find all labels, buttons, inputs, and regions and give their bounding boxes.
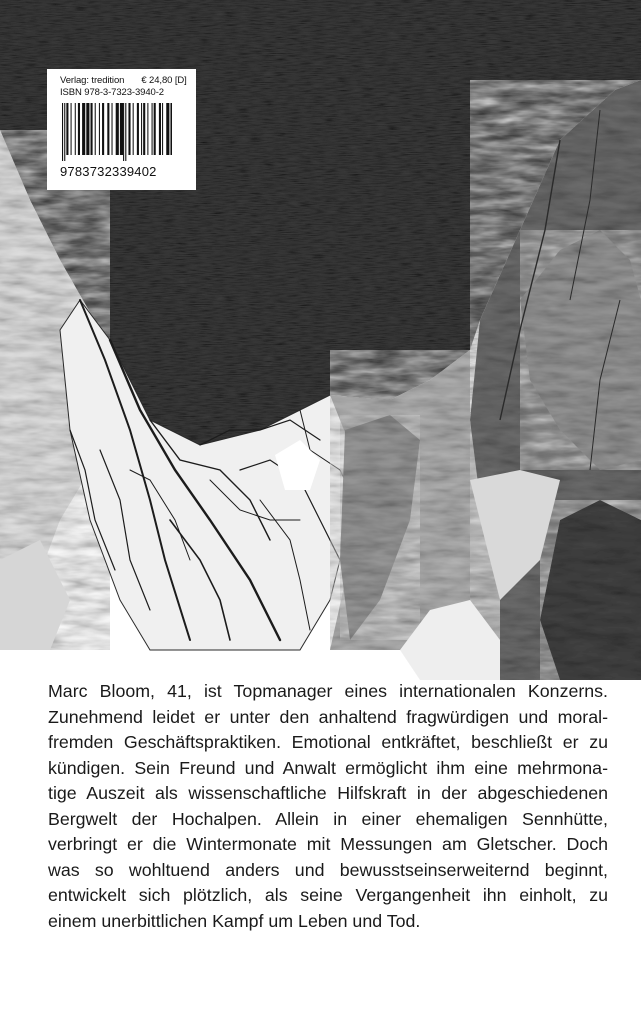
ean-number: 9783732339402 (60, 164, 157, 179)
blurb-line: einem unerbittlichen Kampf um Leben und Tod. (48, 910, 421, 931)
barcode-label (47, 69, 196, 190)
publisher-text: Verlag: tredition (60, 75, 125, 86)
blurb-line: Bergwelt der Hochalpen. Allein in einer ehemaligen Sennhütte, (48, 808, 608, 829)
price-text: € 24,80 [D] (141, 75, 187, 86)
blurb-line: was so wohltuend anders und bewusstseinserweiternd beginnt, (48, 859, 608, 880)
blurb-line: Marc Bloom, 41, ist Topmanager eines internationalen Konzerns. (48, 681, 608, 701)
blurb-line: Zunehmend leidet er unter den anhaltend fragwürdigen und moral- (48, 706, 608, 727)
blurb-text (48, 679, 608, 934)
isbn-text: ISBN 978-3-7323-3940-2 (60, 87, 164, 98)
blurb-line: fremden Geschäftspraktiken. Emotional entkräftet, beschließt er zu (48, 732, 608, 752)
blurb-line: tige Auszeit als wissenschaftliche Hilfskraft in der abgeschiedenen (48, 783, 608, 803)
barcode-icon (60, 103, 172, 161)
blurb-line: kündigen. Sein Freund und Anwalt ermöglicht ihm eine mehrmona- (48, 757, 608, 778)
blurb-line: verbringt er die Wintermonate mit Messungen am Gletscher. Doch (48, 834, 608, 854)
blurb-line: entwickelt sich plötzlich, als seine Vergangenheit ihn einholt, zu (48, 885, 608, 905)
